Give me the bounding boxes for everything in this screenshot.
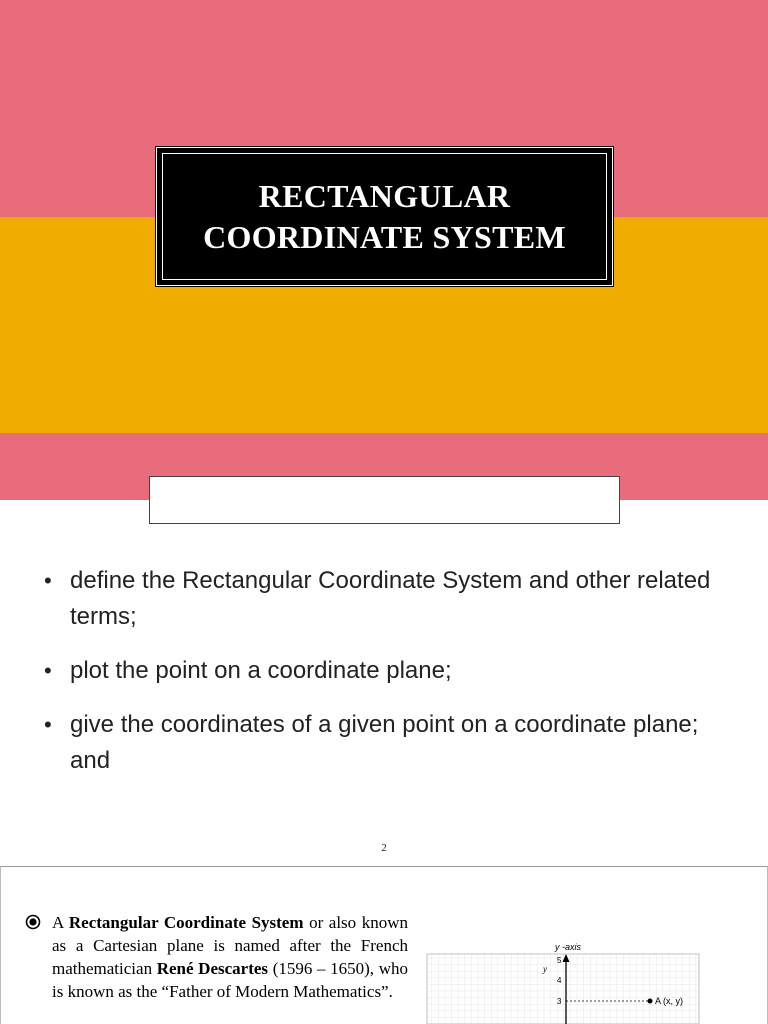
tick-label-5: 5 bbox=[557, 956, 562, 965]
bullet-dot-icon: • bbox=[44, 658, 52, 683]
objective-item bbox=[44, 653, 744, 689]
bullet-dot-icon: • bbox=[44, 568, 52, 593]
empty-text-box bbox=[149, 476, 620, 524]
slide-title-line-1: RECTANGULAR bbox=[258, 177, 511, 214]
objective-text: give the coordinates of a given point on a coordinate plane; and bbox=[70, 711, 699, 774]
slide-title bbox=[203, 176, 566, 258]
y-axis-label: y -axis bbox=[555, 942, 582, 952]
coordinate-plane-figure bbox=[425, 938, 701, 1024]
point-a-label: A (x, y) bbox=[655, 996, 684, 1006]
definition-text-1: A bbox=[52, 913, 69, 932]
title-slide bbox=[0, 0, 768, 500]
term-rene-descartes: René Descartes bbox=[156, 959, 269, 978]
objective-text: plot the point on a coordinate plane; bbox=[70, 657, 452, 684]
objective-item bbox=[44, 707, 744, 779]
slide-title-line-2: COORDINATE SYSTEM bbox=[203, 218, 566, 255]
definition-text-3: (1596 – 1650), who is known as the “Father of Modern Mathematics”. bbox=[52, 959, 408, 1001]
objective-text: define the Rectangular Coordinate System and other related terms; bbox=[70, 567, 711, 630]
y-variable-label: y bbox=[543, 964, 547, 974]
point-a-marker bbox=[648, 999, 653, 1004]
objective-item bbox=[44, 563, 744, 635]
grid bbox=[427, 954, 699, 1024]
objectives-list bbox=[44, 563, 744, 797]
tick-label-4: 4 bbox=[557, 976, 562, 985]
bullet-dot-icon: • bbox=[44, 712, 52, 737]
term-rectangular-coordinate-system: Rectangular Coordinate System bbox=[68, 913, 304, 932]
definition-text-2: or also known as a Cartesian plane is named after the French mathematician bbox=[52, 913, 409, 978]
definition-paragraph bbox=[52, 911, 408, 1003]
tick-label-3: 3 bbox=[557, 997, 562, 1006]
title-box bbox=[159, 150, 610, 283]
circled-dot-bullet-icon bbox=[24, 913, 42, 931]
page-number: 2 bbox=[381, 842, 387, 854]
